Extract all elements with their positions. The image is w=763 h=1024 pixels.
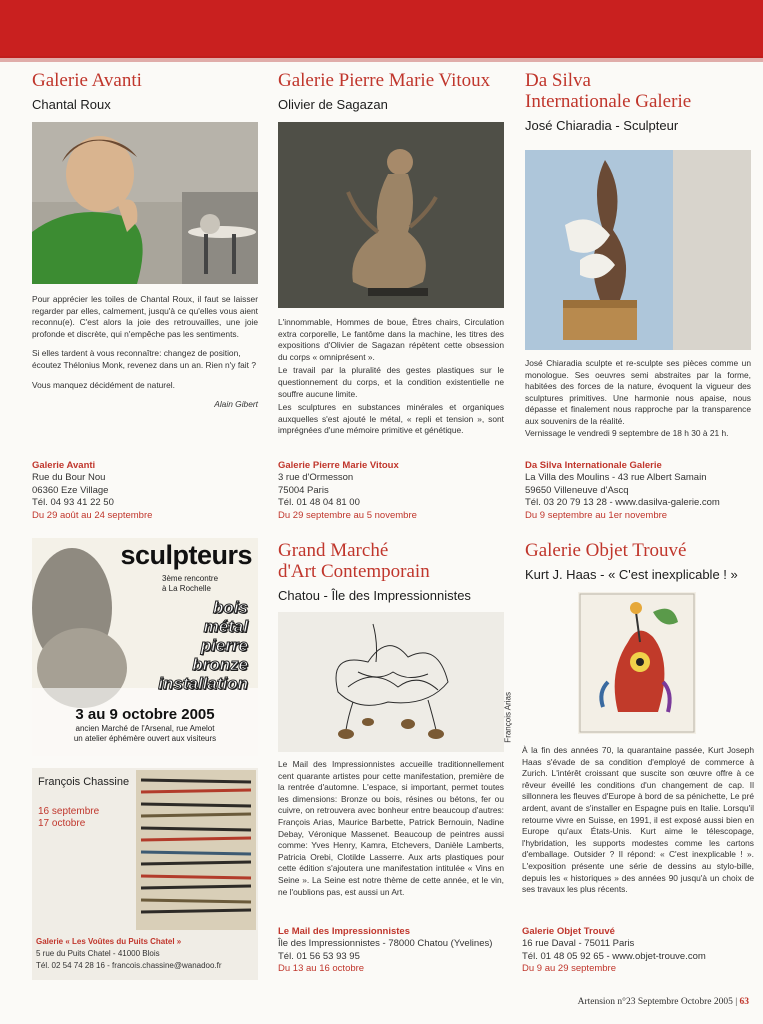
- dasilva-info-phone: Tél. 03 20 79 13 28 - www.dasilva-galerie.com: [525, 497, 720, 509]
- poster-materials: [158, 598, 248, 693]
- chassine-artwork-image: [136, 770, 256, 930]
- sculpteurs-poster: [32, 538, 258, 756]
- dasilva-info-name: Da Silva Internationale Galerie: [525, 460, 662, 471]
- chassine-date-start: 16 septembre: [38, 806, 100, 817]
- grandmarche-subtitle: Chatou - Île des Impressionnistes: [278, 588, 471, 603]
- objettrouve-paragraph: À la fin des années 70, la quarantaine passée, Kurt Joseph Haas s'évade de sa condition d'employé de commerce à Zurich. L'intérêt croissant que suscite son œuvre offre à ce rêveur éveillé les conditions d'un changement de cap. Il sillonnera les fleuves d'Europe à bord de sa pénichette, Le pré ardent, avant de s'installer en Espagne puis en Italie. Lorsqu'il retourne vivre en Suisse, en 1991, il est exposé aussi bien en Europe qu'aux États-Unis. Kurt aime le télescopage, l'hybridation, les supports modestes comme les cartons d'emballage. Outsider ? Il répond: « C'est inexplicable ! ». L'exposition présente une série de dessins au stylo-bille, depuis les « historiques » des années 90 jusqu'à un choix de ses travaux les plus récents.: [522, 745, 754, 895]
- footer-magazine: Artension n°23 Septembre Octobre 2005: [577, 997, 733, 1007]
- grandmarche-info-address: Île des Impressionnistes - 78000 Chatou (Yvelines): [278, 938, 493, 950]
- dasilva-info-address: La Villa des Moulins - 43 rue Albert Samain: [525, 472, 707, 484]
- vitoux-sculpture-image: [278, 122, 504, 308]
- avanti-author: Alain Gibert: [214, 399, 258, 410]
- objettrouve-info-name: Galerie Objet Trouvé: [522, 926, 615, 937]
- avanti-info: [32, 460, 258, 522]
- grandmarche-paragraph: Le Mail des Impressionnistes accueille traditionnellement cent quarante artistes pour cette manifestation, première de la rentrée d'automne. L'espace, si important, permet toutes les dimensions: Bronze ou bois, résines ou bétons, fer ou cuivre, on retrouvera avec bonheur entre beaucoup d'autres: François Arias, Maurice Barbette, Patrick Bernouin, Nadine Debay, Véronique Massenet. Beaucoup de peintres aussi comme: Yves Henry, Kamra, Etchevers, Danièle Lamberts, Patricia Orebi, Clotilde Lasserre. Aux arts plastiques pour cette édition s'ajoutera une manifestation intitulée « Vins en Seine ». La Seine est notre thème de cette année, et le vin, ne l'oublions pas, est aussi un Art.: [278, 759, 504, 897]
- objettrouve-subtitle: Kurt J. Haas - « C'est inexplicable ! »: [525, 567, 738, 582]
- grandmarche-info-name: Le Mail des Impressionnistes: [278, 926, 410, 937]
- avanti-body: [32, 294, 258, 419]
- poster-rencontre: 3ème rencontre: [162, 574, 219, 583]
- avanti-paragraph: Si elles tardent à vous reconnaître: changez de position, écoutez Thélonius Monk, revenez dans un an. Rien n'y fait ?: [32, 348, 256, 370]
- grandmarche-caption: François Arias: [504, 692, 513, 743]
- objettrouve-drawing-image: [578, 592, 696, 734]
- poster-title: sculpteurs: [120, 540, 252, 570]
- grandmarche-info-dates: Du 13 au 16 octobre: [278, 963, 365, 975]
- avanti-header: [32, 70, 258, 113]
- grandmarche-info-phone: Tél. 01 56 53 93 95: [278, 950, 360, 962]
- dasilva-sculpture-image: [525, 150, 751, 350]
- poster-location: à La Rochelle: [162, 584, 211, 593]
- objettrouve-info-dates: Du 9 au 29 septembre: [522, 963, 617, 975]
- avanti-info-address: Rue du Bour Nou: [32, 472, 106, 484]
- chassine-box: [32, 768, 258, 980]
- poster-word: métal: [203, 617, 248, 636]
- grandmarche-heading-line2: d'Art Contemporain: [278, 561, 430, 582]
- chassine-dates: [38, 806, 99, 830]
- vitoux-paragraph: Le travail par la pluralité des gestes plastiques sur le questionnement du corps, et la condition existentielle ne souffre aucune limite.: [278, 365, 504, 399]
- avanti-info-name: Galerie Avanti: [32, 460, 96, 471]
- poster-word: bronze: [192, 655, 248, 674]
- vitoux-info-city: 75004 Paris: [278, 484, 329, 496]
- vitoux-info-name: Galerie Pierre Marie Vitoux: [278, 460, 399, 471]
- chassine-address: 5 rue du Puits Chatel - 41000 Blois: [36, 949, 160, 958]
- poster-word: installation: [158, 674, 248, 693]
- vitoux-info-dates: Du 29 septembre au 5 novembre: [278, 509, 417, 521]
- avanti-info-dates: Du 29 août au 24 septembre: [32, 509, 153, 521]
- poster-word: pierre: [200, 636, 248, 655]
- objettrouve-info-address: 16 rue Daval - 75011 Paris: [522, 938, 635, 950]
- objettrouve-header: [525, 540, 751, 583]
- dasilva-info-dates: Du 9 septembre au 1er novembre: [525, 509, 668, 521]
- avanti-paragraph: Vous manquez décidément de naturel.: [32, 379, 175, 390]
- objettrouve-body: [522, 745, 754, 904]
- vitoux-info-address: 3 rue d'Ormesson: [278, 472, 354, 484]
- grandmarche-heading: [278, 540, 504, 582]
- vitoux-info-phone: Tél. 01 48 04 81 00: [278, 497, 360, 509]
- dasilva-body: [525, 358, 751, 447]
- dasilva-info-city: 59650 Villeneuve d'Ascq: [525, 484, 629, 496]
- objettrouve-info: [522, 926, 757, 976]
- grandmarche-wire-sculpture-image: [278, 612, 513, 752]
- grandmarche-heading-line1: Grand Marché: [278, 540, 389, 561]
- avanti-painting-image: [32, 122, 258, 284]
- vitoux-info: [278, 460, 504, 522]
- dasilva-heading-line2: Internationale Galerie: [525, 91, 692, 112]
- grandmarche-header: [278, 540, 504, 604]
- chassine-gallery: Galerie « Les Voûtes du Puits Chatel »: [36, 937, 182, 946]
- chassine-date-end: 17 octobre: [38, 818, 86, 829]
- top-red-band: [0, 0, 763, 58]
- footer-page-number: 63: [739, 997, 749, 1007]
- vitoux-paragraph: L'innommable, Hommes de boue, Êtres chairs, Circulation extra corporelle, Le fantôme dans la machine, les titres des expositions d'Olivier de Sagazan répètent cette obsession du corps « omniprésent ».: [278, 317, 504, 362]
- grandmarche-info: [278, 926, 518, 976]
- avanti-paragraph: Pour apprécier les toiles de Chantal Roux, il faut se laisser regarder par elles, calmement, jusqu'à ce qu'elles vous aient reconnu(e). C'est alors la joie des retrouvailles, une joie profonde et discrète, qui n'empêche pas les sentiments.: [32, 294, 258, 339]
- dasilva-heading: [525, 70, 751, 112]
- dasilva-paragraph: Vernissage le vendredi 9 septembre de 18 h 30 à 21 h.: [525, 427, 729, 438]
- vitoux-header: [278, 70, 504, 113]
- avanti-heading: Galerie Avanti: [32, 70, 142, 91]
- avanti-subtitle: Chantal Roux: [32, 97, 111, 112]
- vitoux-body: [278, 317, 504, 445]
- dasilva-info: [525, 460, 755, 522]
- poster-dates: 3 au 9 octobre 2005: [75, 706, 215, 723]
- vitoux-paragraph: Les sculptures en substances minérales et organiques auxquelles s'est ajouté le métal, « repli et tension », sont imprégnées d'une mémoire primitive et génétique.: [278, 402, 504, 436]
- poster-venue2: un atelier éphémère ouvert aux visiteurs: [73, 734, 217, 743]
- chassine-phone: Tél. 02 54 74 28 16 - francois.chassine@wanadoo.fr: [36, 961, 222, 970]
- chassine-artist: François Chassine: [38, 776, 130, 788]
- avanti-info-phone: Tél. 04 93 41 22 50: [32, 497, 114, 509]
- dasilva-heading-line1: Da Silva: [525, 70, 591, 91]
- dasilva-subtitle: José Chiaradia - Sculpteur: [525, 118, 679, 133]
- poster-venue: ancien Marché de l'Arsenal, rue Amelot: [75, 724, 215, 733]
- objettrouve-info-phone: Tél. 01 48 05 92 65 - www.objet-trouve.com: [522, 950, 706, 962]
- poster-word: bois: [213, 598, 248, 617]
- dasilva-paragraph: José Chiaradia sculpte et re-sculpte ses pièces comme un monologue. Ses oeuvres semi abstraites par la forme, habitées des forces de la nature, évoquent la vigueur des sculptures primitives. Une harmonie nous apaise, nous dépasse et finalement nous rapproche par la transparence aux souvenirs de la réalité.: [525, 358, 751, 426]
- page-footer: Artension n°23 Septembre Octobre 2005 | 63: [577, 997, 749, 1007]
- vitoux-heading: Galerie Pierre Marie Vitoux: [278, 70, 491, 91]
- grandmarche-body: [278, 759, 504, 906]
- objettrouve-heading: Galerie Objet Trouvé: [525, 540, 687, 561]
- avanti-info-city: 06360 Eze Village: [32, 484, 109, 496]
- dasilva-header: [525, 70, 751, 134]
- vitoux-subtitle: Olivier de Sagazan: [278, 97, 388, 112]
